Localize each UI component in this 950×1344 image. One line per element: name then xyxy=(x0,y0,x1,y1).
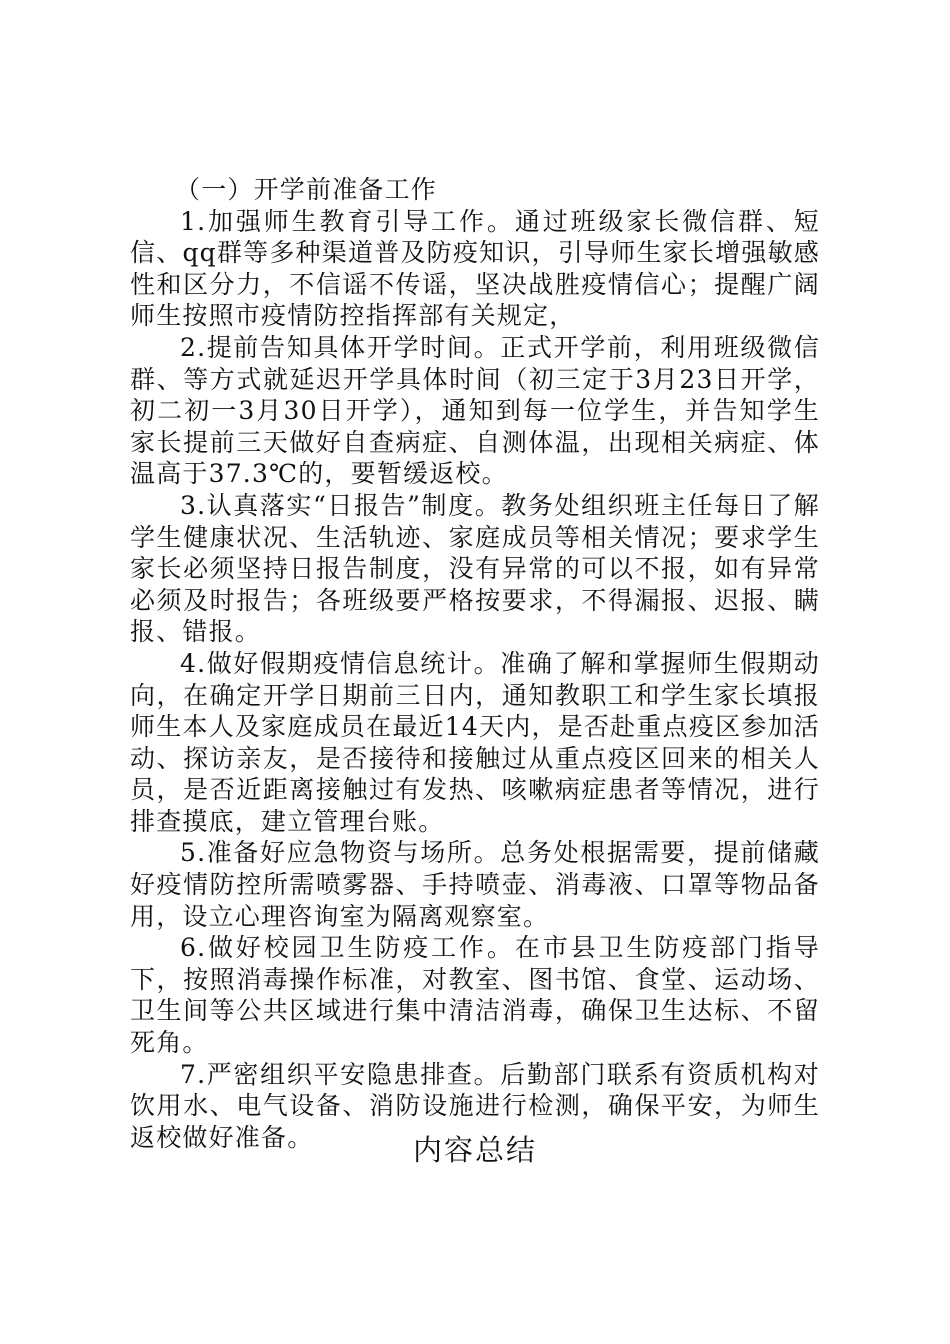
summary-title: 内容总结 xyxy=(412,1133,537,1167)
paragraph-6: 6.做好校园卫生防疫工作。在市县卫生防疫部门指导下，按照消毒操作标准，对教室、图书馆、食堂、运动场、卫生间等公共区域进行集中清洁消毒，确保卫生达标、不留死角。 xyxy=(130,933,820,1058)
paragraph-3: 3.认真落实“日报告”制度。教务处组织班主任每日了解学生健康状况、生活轨迹、家庭成员等相关情况；要求学生家长必须坚持日报告制度，没有异常的可以不报，如有异常必须及时报告；各班级要严格按要求，不得漏报、迟报、瞒报、错报。 xyxy=(130,490,820,647)
document-body xyxy=(130,174,820,1153)
paragraph-7: 7.严密组织平安隐患排查。后勤部门联系有资质机构对饮用水、电气设备、消防设施进行检测，确保平安，为师生返校做好准备。 xyxy=(130,1059,820,1152)
paragraph-5: 5.准备好应急物资与场所。总务处根据需要，提前储藏好疫情防控所需喷雾器、手持喷壶、消毒液、口罩等物品备用，设立心理咨询室为隔离观察室。 xyxy=(130,838,820,931)
paragraph-1: 1.加强师生教育引导工作。通过班级家长微信群、短信、qq群等多种渠道普及防疫知识，引导师生家长增强敏感性和区分力，不信谣不传谣，坚决战胜疫情信心；提醒广阔师生按照市疫情防控指挥部有关规定， xyxy=(130,206,820,331)
section-heading: （一）开学前准备工作 xyxy=(175,175,438,204)
paragraph-4: 4.做好假期疫情信息统计。准确了解和掌握师生假期动向，在确定开学日期前三日内，通知教职工和学生家长填报师生本人及家庭成员在最近14天内，是否赴重点疫区参加活动、探访亲友，是否接待和接触过从重点疫区回来的相关人员，是否近距离接触过有发热、咳嗽病症患者等情况，进行排查摸底，建立管理台账。 xyxy=(130,648,820,836)
paragraph-2: 2.提前告知具体开学时间。正式开学前，利用班级微信群、等方式就延迟开学具体时间（初三定于3月23日开学，初二初一3月30日开学），通知到每一位学生，并告知学生家长提前三天做好自查病症、自测体温，出现相关病症、体温高于37.3℃的，要暂缓返校。 xyxy=(130,332,820,489)
